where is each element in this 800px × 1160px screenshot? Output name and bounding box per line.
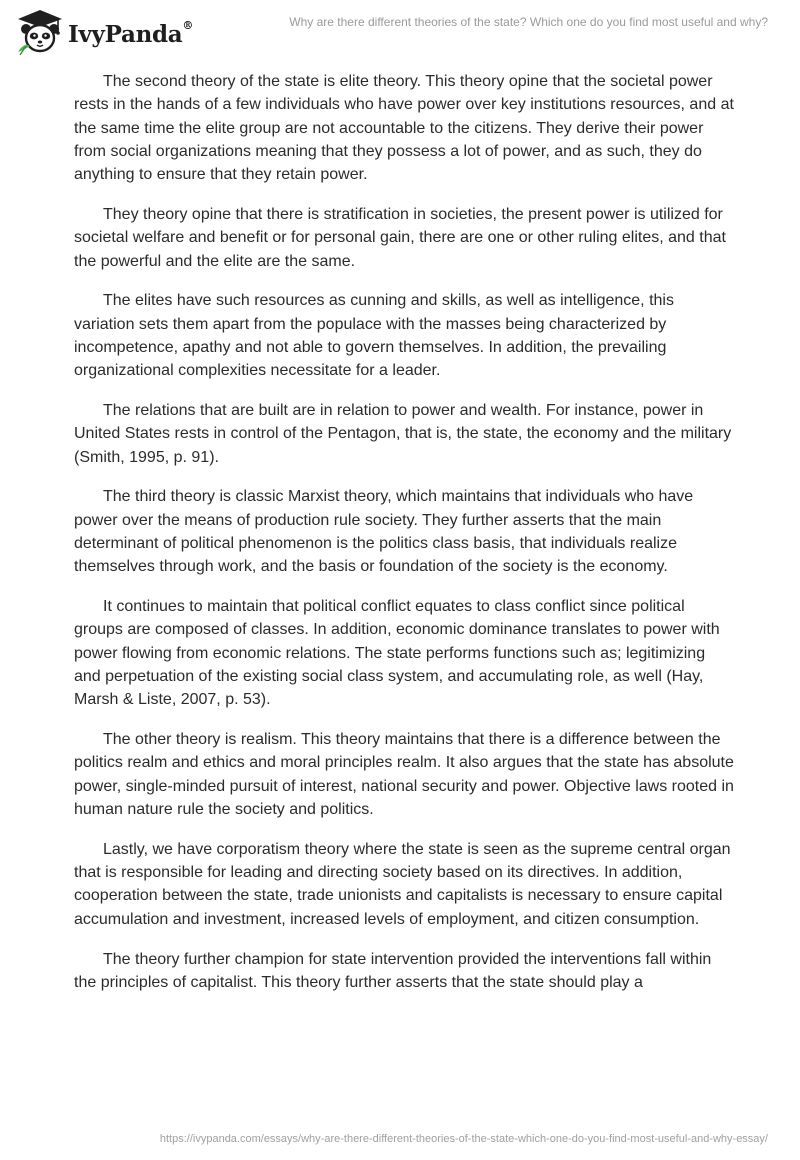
paragraph: The theory further champion for state intervention provided the interventions fall within the principles of capitalist. This theory further asserts that the state should play a: [74, 950, 712, 991]
brand-name: [68, 18, 194, 48]
paragraph: The relations that are built are in relation to power and wealth. For instance, power in United States rests in control of the Pentagon, that is, the state, the economy and the military (Smith, 1995, p. 91).: [74, 402, 732, 466]
paragraph: The other theory is realism. This theory maintains that there is a difference between the politics realm and ethics and moral principles realm. It also argues that the state has absolute power, single-minded pursuit of interest, national security and power. Objective laws rooted in human nature rule the society and politics.: [74, 731, 734, 819]
panda-graduate-icon: [14, 8, 66, 56]
paragraph: Lastly, we have corporatism theory where the state is seen as the supreme central organ that is responsible for leading and directing society based on its directives. In addition, cooperation between the state, trade unionists and capitalists is necessary to ensure capital accumulation and investment, increased levels of employment, and citizen consumption.: [74, 840, 731, 928]
essay-body: [74, 70, 734, 1011]
paragraph: The third theory is classic Marxist theory, which maintains that individuals who have power over the means of production rule society. They further asserts that the main determinant of political phenomenon is the politics class basis, that individuals realize themselves through work, and the basis or foundation of the society is the economy.: [74, 488, 694, 576]
source-url[interactable]: https://ivypanda.com/essays/why-are-there-different-theories-of-the-state-which-one-do-you-find-most-useful-and-why-essay/: [159, 1133, 768, 1145]
ivypanda-logo[interactable]: [14, 8, 193, 56]
paragraph: They theory opine that there is stratification in societies, the present power is utilized for societal welfare and benefit or for personal gain, there are one or other ruling elites, and that the powerful and the elite are the same.: [74, 205, 726, 270]
registered-mark: ®: [182, 18, 194, 32]
paragraph: The elites have such resources as cunning and skills, as well as intelligence, this variation sets them apart from the populace with the masses being characterized by incompetence, apathy and not able to govern themselves. In addition, the prevailing organizational complexities necessitate for a leader.: [74, 292, 674, 380]
paragraph: It continues to maintain that political conflict equates to class conflict since political groups are composed of classes. In addition, economic dominance translates to power with power flowing from economic relations. The state performs functions such as; legitimizing and perpetuation of the existing social class system, and accumulating role, as well (Hay, Marsh & Liste, 2007, p. 53).: [74, 598, 720, 709]
essay-title: Why are there different theories of the state? Which one do you find most useful and why?: [289, 15, 768, 29]
brand-name-text: IvyPanda: [68, 20, 183, 48]
page-header: [0, 0, 800, 60]
paragraph: The second theory of the state is elite theory. This theory opine that the societal power rests in the hands of a few individuals who have power over key institutions resources, and at the same time the elite group are not accountable to the citizens. They derive their power from social organizations meaning that they possess a lot of power, and as such, they do anything to ensure that they retain power.: [74, 73, 734, 184]
